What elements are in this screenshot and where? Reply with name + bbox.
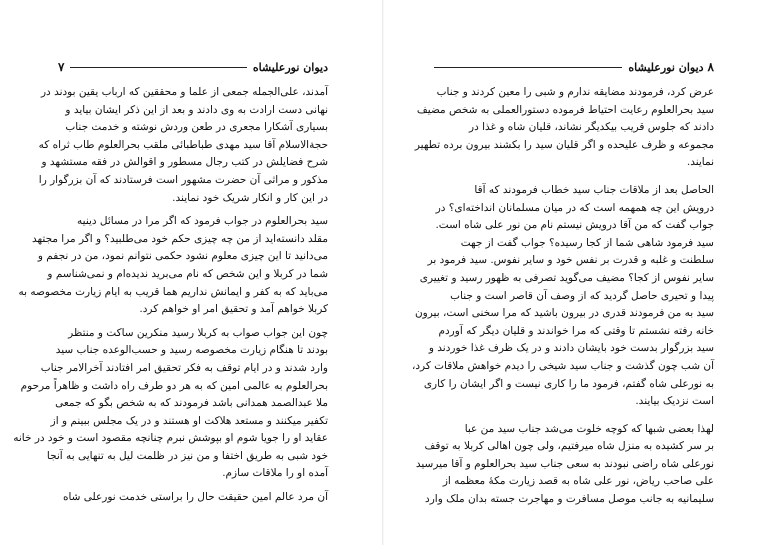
text-line: ملا عبدالصمد همدانی باشد فرمودند که به شخص بگو که جمعی bbox=[55, 397, 328, 410]
text-line: مذکور و مراثی آن حضرت مشهور است فرستادند که آن بزرگوار را bbox=[38, 173, 328, 186]
text-line: خود شبی به طریق اختفا و من نیز در ظلمت لیل به تنهایی به آنجا bbox=[46, 449, 328, 462]
paragraph bbox=[38, 84, 328, 207]
text-line: سید بزرگوار بدست خود بایشان دادند و در یک ظرف غذا خوردند و bbox=[428, 342, 714, 355]
text-line: خانه رفته نشستم تا وقتی که مرا خواندند و قلیان دیگر که آوردم bbox=[438, 324, 714, 337]
right-header-rule bbox=[434, 67, 622, 68]
text-line: چون این جواب صواب به کربلا رسید منکرین ساکت و منتظر bbox=[68, 326, 328, 339]
text-line: به نورعلی شاه گفتم، فرمود ما را کاری نیست و اگر ایشان را کاری bbox=[423, 377, 714, 390]
text-line: نمایند. bbox=[686, 156, 714, 169]
text-line: بحرالعلوم به عالمی امین که به هر دو طرف راه داشت و ظاهراً مرحوم bbox=[20, 379, 328, 392]
text-line: عقاید او را جویا شوم او بپوشش نبرم چنانچه مقصود است و خود در خانه bbox=[13, 432, 328, 445]
text-line: حجةالاسلام آقا سید مهدی طباطبائی ملقب بحرالعلوم طاب ثراه که bbox=[38, 138, 328, 151]
text-line: لهذا بعضی شبها که کوچه خلوت می‌شد جناب سید من عبا bbox=[464, 422, 714, 435]
paragraph bbox=[13, 325, 328, 483]
text-line: بسیاری آشکارا مجعری در طعن وردش نوشته و خدمت جناب bbox=[65, 121, 328, 134]
right-page-number: ۸ bbox=[707, 60, 714, 74]
text-line: می‌باید که به کفر و ایمانش نداریم هما قریب به ایام زیارت مخصوصه به bbox=[18, 285, 328, 298]
text-line: سلطنت و غلبه و قدرت بر نفس خود و سایر نفوس. سید فرمود بر bbox=[427, 254, 714, 267]
text-line: شرح فضایلش در کتب رجال مسطور و اقوالش در فقه مستشهد و bbox=[41, 156, 328, 169]
left-running-title: دیوان نورعلیشاه bbox=[252, 60, 328, 74]
text-line: سایر نفوس از کجا؟ مضیف می‌گوید تصرفی به ظهور رسید و تغییری bbox=[419, 271, 714, 284]
text-line: بر سر کشیده به منزل شاه میرفتیم، ولی چون اهالی کربلا به توقف bbox=[424, 440, 714, 453]
text-line: عرض کرد، فرمودند مضایقه ندارم و شبی را معین کردند و جناب bbox=[436, 86, 714, 98]
text-line: جواب گفت که من آقا درویش نیستم نام من نور علی شاه است. bbox=[435, 219, 714, 232]
text-line: نورعلی شاه راضی نبودند به سعی جناب سید بحرالعلوم و آقا میرسید bbox=[415, 457, 714, 470]
text-line: سلیمانیه به جانب موصل مسافرت و مهاجرت جسته بدان ملک وارد bbox=[425, 493, 714, 506]
text-line: درویش این چه همهمه است که در میان مسلمانان انداخته‌ای؟ در bbox=[435, 201, 714, 214]
text-line: در این کار و انکار شریک خود نمایند. bbox=[172, 191, 328, 204]
text-line: نهانی دست ارادت به وی دادند و بعد از این ذکر ایشان بیاید و bbox=[65, 103, 328, 116]
text-line: می‌دانید تا این چیزی معلوم نشود حکمی نتوانم نمود، من در نجفم و bbox=[37, 250, 328, 263]
text-line: مجموعه و ظرف علیحده و اگر قلیان سید را بکشند بیرون برده تطهیر bbox=[414, 138, 714, 151]
right-running-head bbox=[428, 58, 714, 76]
text-line: سید بحرالعلوم در جواب فرمود که اگر مرا در مسائل دینیه bbox=[77, 215, 328, 228]
left-running-head bbox=[58, 58, 328, 76]
left-page-number: ۷ bbox=[58, 60, 65, 74]
text-line: کربلا خواهم آمد و تحقیق امر او خواهم کرد. bbox=[139, 303, 328, 316]
right-page bbox=[384, 0, 768, 545]
text-line: مقلد دانسته‌اید از من چه چیزی حکم خود می‌طلبید؟ و اگر مرا مجتهد bbox=[32, 232, 328, 245]
paragraph bbox=[411, 182, 714, 411]
text-line: الحاصل بعد از ملاقات جناب سید خطاب فرمودند که آقا bbox=[474, 183, 714, 196]
text-line: علی صاحب ریاض، نور علی شاه به قصد زیارت مکهٔ معظمه از bbox=[442, 475, 714, 488]
right-body-text bbox=[411, 84, 714, 515]
text-line: آن شب چون گذشت و جناب سید شیخی را دیدم خواهش ملاقات کرد، bbox=[411, 359, 714, 372]
paragraph bbox=[415, 421, 714, 509]
text-line: سید فرمود شاهی شما از کجا رسیده؟ جواب گفت از جهت bbox=[460, 236, 714, 249]
paragraph bbox=[18, 213, 328, 319]
text-line: سید به من فرمودند قدری در بیرون باشید که مرا سخنی است، بیرون bbox=[414, 307, 714, 320]
text-line: آمدند، علی‌الجمله جمعی از علما و محققین که ارباب یقین بودند در bbox=[40, 86, 328, 98]
text-line: وارد شدند و در ایام توقف به فکر تحقیق امر افتادند آخرالامر جناب bbox=[40, 361, 328, 374]
right-running-title: دیوان نورعلیشاه bbox=[628, 60, 704, 74]
text-line: است نزدیک بیایند. bbox=[635, 395, 714, 408]
text-line: پیدا و تحیری حاصل گردید که از وصف آن قاصر است و جناب bbox=[450, 289, 714, 302]
left-header-rule bbox=[70, 67, 246, 68]
text-line: آمده او را ملاقات سازم. bbox=[222, 467, 328, 480]
text-line: بودند تا هنگام زیارت مخصوصه رسید و حسب‌الوعده جناب سید bbox=[55, 344, 328, 357]
text-line: سید بحرالعلوم رعایت احتیاط فرموده دستورالعملی به شخص مضیف bbox=[416, 103, 714, 116]
text-line: تکفیر میکنند و مستعد هلاکت او هستند و در یک مجلس ببینم و از bbox=[50, 414, 328, 427]
left-body-text bbox=[13, 84, 328, 513]
text-line: شما در کربلا و این شخص که نام می‌برید ندیده‌ام و نمی‌شناسم و bbox=[47, 267, 328, 280]
text-line: آن مرد عالم امین حقیقت حال را براستی خدمت نورعلی شاه bbox=[62, 491, 328, 504]
paragraph bbox=[414, 84, 714, 172]
text-line: دادند که جلوس قریب بیکدیگر نشاند، قلیان شاه و غذا در bbox=[469, 121, 714, 134]
paragraph bbox=[58, 489, 328, 507]
